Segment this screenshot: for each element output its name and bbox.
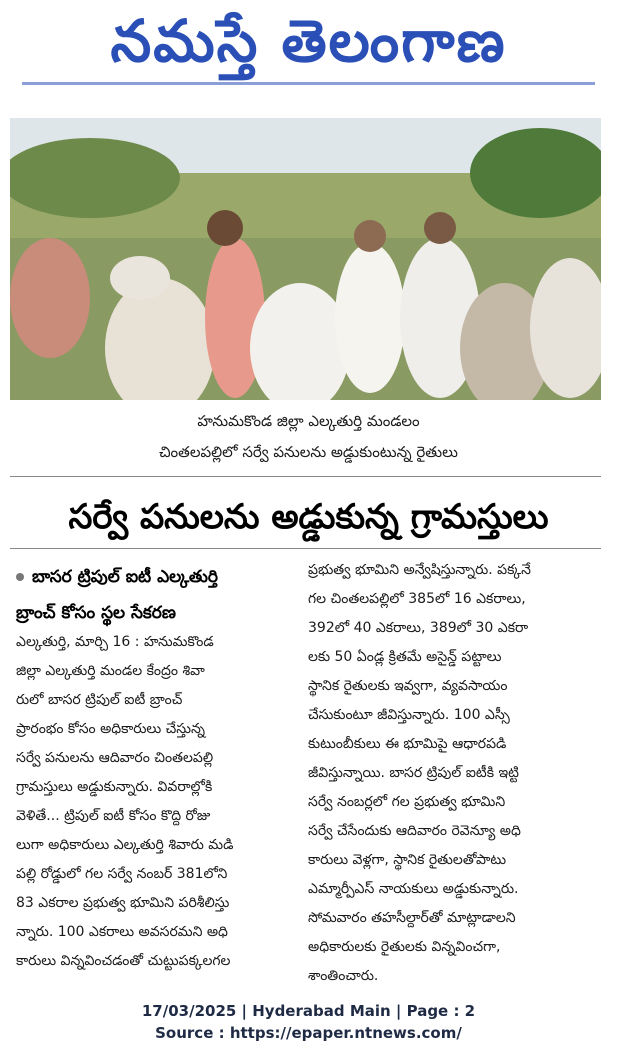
photo-caption-line-1: హనుమకొండ జిల్లా ఎల్కతుర్తి మండలం <box>197 412 420 430</box>
newspaper-name: నమస్తే తెలంగాణ <box>110 7 507 75</box>
field-photo-icon <box>10 118 601 400</box>
body-line: కుటుంబీకులు ఈ భూమిపై ఆధారపడి <box>308 736 507 752</box>
body-line: సర్వే పనులను ఆదివారం చింతలపల్లి <box>16 750 214 766</box>
body-line: శాంతించారు. <box>308 968 379 984</box>
body-line: లకు 50 ఏండ్ల క్రితమే అసైన్డ్ పట్టాలు <box>308 649 502 665</box>
body-line: 392లో 40 ఎకరాలు, 389లో 30 ఎకరా <box>308 620 529 636</box>
body-line: ఎమ్మార్పీఎస్ నాయకులు అడ్డుకున్నారు. <box>308 881 519 897</box>
headline: సర్వే పనులను అడ్డుకున్న గ్రామస్తులు <box>68 497 549 537</box>
subhead-line-2: బ్రాంచ్ కోసం స్థల సేకరణ <box>16 603 176 623</box>
body-line: న్నారు. 100 ఎకరాలు అవసరమని అధి <box>16 924 228 940</box>
body-line: పల్లి రోడ్డులో గల సర్వే నంబర్ 381లోని <box>16 866 228 882</box>
subhead-line-1 <box>16 564 296 590</box>
footer-source: Source : https://epaper.ntnews.com/ <box>155 1024 462 1042</box>
body-line: అధికారులకు రైతులకు విన్నవించగా, <box>308 939 501 955</box>
body-line: కారులు విన్నవించడంతో చుట్టుపక్కలగల <box>16 953 231 969</box>
body-line: ప్రభుత్వ భూమిని అన్వేషిస్తున్నారు. పక్కనే <box>308 562 531 578</box>
body-column-right <box>308 556 600 991</box>
masthead-underline <box>22 82 595 85</box>
news-photo <box>10 118 601 400</box>
body-line: గల చింతలపల్లిలో 385లో 16 ఎకరాలు, <box>308 591 526 607</box>
body-column-left <box>16 628 308 976</box>
footer-date-edition: 17/03/2025 | Hyderabad Main | Page : 2 <box>141 1002 476 1020</box>
masthead <box>0 0 617 100</box>
body-line: వెళితే... ట్రిపుల్ ఐటీ కోసం కొద్ది రోజు <box>16 808 211 824</box>
body-line: రులో బాసర ట్రిపుల్ ఐటీ బ్రాంచ్ <box>16 692 183 708</box>
body-line: జిల్లా ఎల్కతుర్తి మండల కేంద్రం శివా <box>16 663 205 679</box>
body-line: స్థానిక రైతులకు ఇవ్వగా, వ్యవసాయం <box>308 678 508 694</box>
photo-caption-line-2: చింతలపల్లిలో సర్వే పనులను అడ్డుకుంటున్న రైతులు <box>159 443 458 461</box>
body-line: ప్రారంభం కోసం అధికారులు చేస్తున్న <box>16 721 205 737</box>
headline-divider <box>10 548 601 549</box>
body-line: గ్రామస్తులు అడ్డుకున్నారు. వివరాల్లోకి <box>16 779 213 795</box>
body-line: సర్వే నంబర్లలో గల ప్రభుత్వ భూమిని <box>308 794 506 810</box>
subhead-text-1: బాసర ట్రిపుల్ ఐటీ ఎల్కతుర్తి <box>32 567 219 587</box>
body-line: ఎల్కతుర్తి, మార్చి 16 : హనుమకొండ <box>16 634 214 650</box>
body-line: కారులు వెళ్లగా, స్థానిక రైతులతోపాటు <box>308 852 507 868</box>
caption-divider <box>10 476 601 477</box>
body-line: సోమవారం తహసీల్దార్‌తో మాట్లాడాలని <box>308 910 516 926</box>
body-line: చేసుకుంటూ జీవిస్తున్నారు. 100 ఎస్సీ <box>308 707 510 723</box>
body-line: లుగా అధికారులు ఎల్కతుర్తి శివారు మడి <box>16 837 234 853</box>
body-line: సర్వే చేసేందుకు ఆదివారం రెవెన్యూ అధి <box>308 823 521 839</box>
body-line: 83 ఎకరాల ప్రభుత్వ భూమిని పరిశీలిస్తు <box>16 895 230 911</box>
body-line: జీవిస్తున్నాయి. బాసర ట్రిపుల్ ఐటీకి ఇట్టి <box>308 765 519 781</box>
bullet-icon <box>16 573 24 581</box>
